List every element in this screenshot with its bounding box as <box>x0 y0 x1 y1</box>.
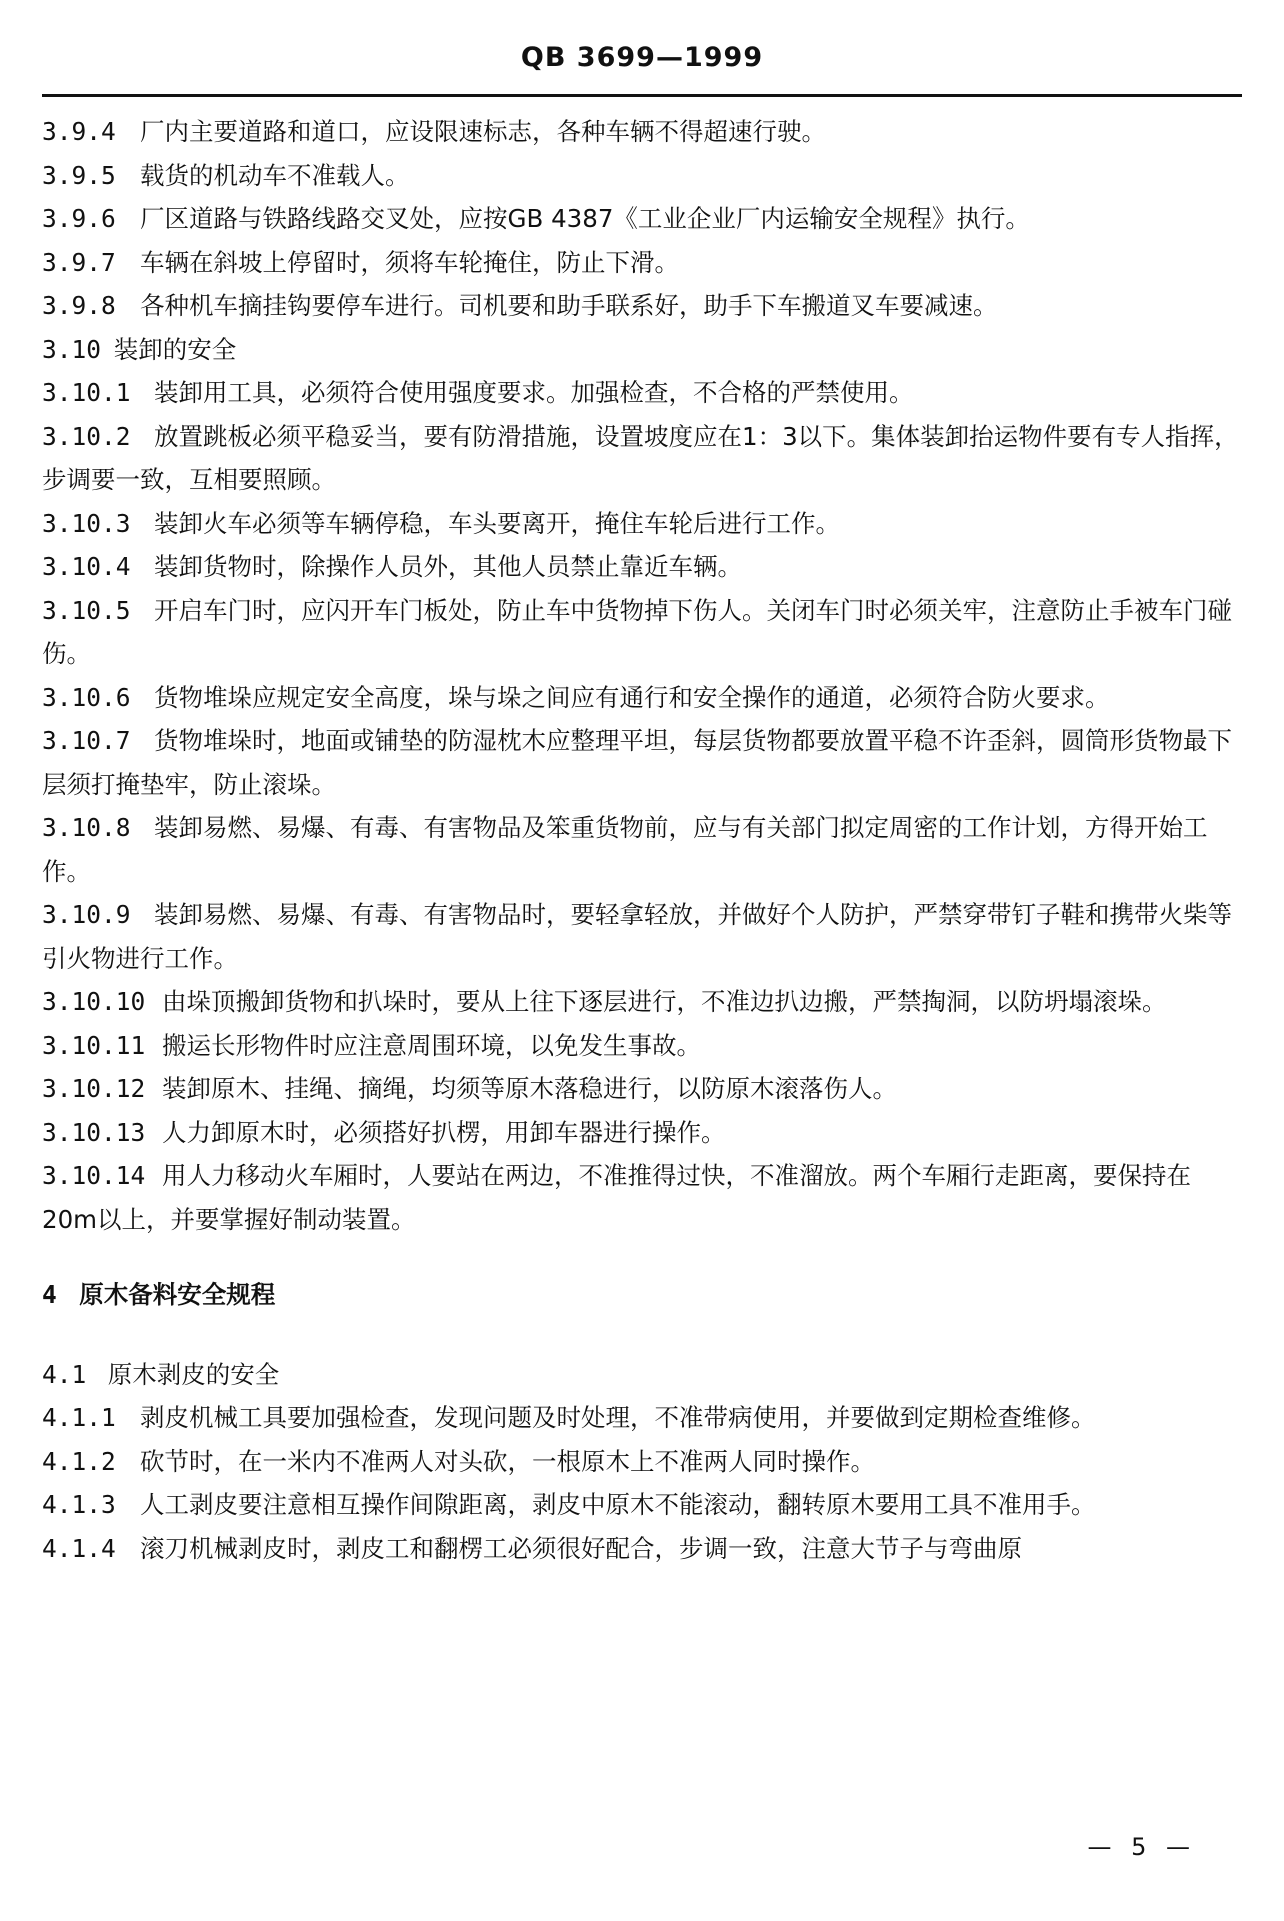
clause <box>42 371 1242 415</box>
clause-text: 厂内主要道路和道口，应设限速标志，各种车辆不得超速行驶。 <box>140 117 826 146</box>
chapter-title: 原木备料安全规程 <box>79 1280 276 1309</box>
clause <box>42 241 1242 285</box>
clause-text: 装卸用工具，必须符合使用强度要求。加强检查，不合格的严禁使用。 <box>154 378 914 407</box>
clause-number: 3.10.14 <box>42 1161 146 1190</box>
clause-text: 装卸原木、挂绳、摘绳，均须等原木落稳进行，以防原木滚落伤人。 <box>162 1074 897 1103</box>
section-title: 装卸的安全 <box>113 334 237 364</box>
clause-number: 3.10.13 <box>42 1117 146 1147</box>
clause <box>42 719 1242 806</box>
clause-text: 搬运长形物件时应注意周围环境，以免发生事故。 <box>162 1030 701 1060</box>
clause <box>42 676 1242 720</box>
clause <box>42 806 1242 893</box>
clause-text: 装卸火车必须等车辆停稳，车头要离开，掩住车轮后进行工作。 <box>154 508 840 538</box>
section-number: 3.10 <box>42 334 102 364</box>
section-heading-3-10 <box>42 328 1242 372</box>
clause <box>42 545 1242 589</box>
clause-number: 3.10.7 <box>42 726 131 755</box>
clause-number: 3.10.4 <box>42 552 131 581</box>
clauses-3-9 <box>42 110 1242 328</box>
clause-text: 剥皮机械工具要加强检查，发现问题及时处理，不准带病使用，并要做到定期检查维修。 <box>140 1403 1096 1432</box>
clause-text: 由垛顶搬卸货物和扒垛时，要从上往下逐层进行，不准边扒边搬，严禁掏洞，以防坍塌滚垛。 <box>162 987 1167 1016</box>
clause-number: 3.10.1 <box>42 378 131 407</box>
clause <box>42 1024 1242 1068</box>
clause-text: 货物堆垛时，地面或铺垫的防湿枕木应整理平坦，每层货物都要放置平稳不许歪斜，圆筒形货物最下层须打掩垫牢，防止滚垛。 <box>42 726 1232 799</box>
clause <box>42 1483 1242 1527</box>
clause <box>42 502 1242 546</box>
clause <box>42 1111 1242 1155</box>
clause <box>42 284 1242 328</box>
clause-text: 用人力移动火车厢时，人要站在两边，不准推得过快，不准溜放。两个车厢行走距离，要保持在20m以上，并要掌握好制动装置。 <box>42 1161 1191 1234</box>
clause-number: 3.10.3 <box>42 508 131 538</box>
clause-number: 3.10.5 <box>42 595 131 625</box>
clause-text: 载货的机动车不准载人。 <box>140 160 410 190</box>
chapter-number: 4 <box>42 1280 57 1309</box>
section-heading-4-1 <box>42 1353 1242 1397</box>
clause-number: 3.10.10 <box>42 987 146 1016</box>
clause-number: 3.10.9 <box>42 900 131 929</box>
clause-number: 4.1.4 <box>42 1533 116 1563</box>
clause-number: 3.9.4 <box>42 117 116 146</box>
clause <box>42 1527 1242 1571</box>
clause-number: 3.10.8 <box>42 813 131 842</box>
section-number: 4.1 <box>42 1359 87 1389</box>
clause <box>42 980 1242 1024</box>
clause-text: 滚刀机械剥皮时，剥皮工和翻楞工必须很好配合，步调一致，注意大节子与弯曲原 <box>140 1533 1022 1563</box>
clause <box>42 415 1242 502</box>
clause <box>42 154 1242 198</box>
clause-text: 各种机车摘挂钩要停车进行。司机要和助手联系好，助手下车搬道叉车要减速。 <box>140 291 998 320</box>
clause-text: 车辆在斜坡上停留时，须将车轮掩住，防止下滑。 <box>140 247 679 277</box>
clause <box>42 1440 1242 1484</box>
clause <box>42 1067 1242 1111</box>
clause-number: 3.9.7 <box>42 247 116 277</box>
clause-text: 装卸货物时，除操作人员外，其他人员禁止靠近车辆。 <box>154 552 742 581</box>
clause <box>42 1154 1242 1241</box>
clause-number: 3.10.11 <box>42 1030 146 1060</box>
clauses-3-10 <box>42 371 1242 1241</box>
clause-number: 4.1.3 <box>42 1490 116 1519</box>
clause <box>42 1396 1242 1440</box>
clause-text: 货物堆垛应规定安全高度，垛与垛之间应有通行和安全操作的通道，必须符合防火要求。 <box>154 682 1110 712</box>
chapter-heading-4 <box>42 1273 1242 1317</box>
clause-text: 开启车门时，应闪开车门板处，防止车中货物掉下伤人。关闭车门时必须关牢，注意防止手被车门碰伤。 <box>42 595 1232 668</box>
clause <box>42 893 1242 980</box>
clause <box>42 589 1242 676</box>
page-number: — 5 — <box>1087 1833 1196 1861</box>
clause-number: 3.10.6 <box>42 682 131 712</box>
header-rule <box>42 94 1242 97</box>
clause <box>42 197 1242 241</box>
clause-number: 4.1.2 <box>42 1446 116 1476</box>
clause <box>42 110 1242 154</box>
clause-text: 放置跳板必须平稳妥当，要有防滑措施，设置坡度应在1：3以下。集体装卸抬运物件要有专人指挥，步调要一致，互相要照顾。 <box>42 421 1239 494</box>
clause-number: 3.10.12 <box>42 1074 146 1103</box>
clause-text: 砍节时，在一米内不准两人对头砍，一根原木上不准两人同时操作。 <box>140 1446 875 1476</box>
clause-number: 4.1.1 <box>42 1403 116 1432</box>
clause-text: 人力卸原木时，必须搭好扒楞，用卸车器进行操作。 <box>162 1117 726 1147</box>
clause-number: 3.9.5 <box>42 160 116 190</box>
document-code-header: QB 3699—1999 <box>520 42 764 73</box>
clauses-4-1 <box>42 1396 1242 1570</box>
clause-text: 装卸易燃、易爆、有毒、有害物品及笨重货物前，应与有关部门拟定周密的工作计划，方得开始工作。 <box>42 813 1208 886</box>
document-body <box>42 110 1242 1570</box>
section-title: 原木剥皮的安全 <box>107 1359 280 1389</box>
clause-number: 3.9.6 <box>42 204 116 233</box>
clause-text: 装卸易燃、易爆、有毒、有害物品时，要轻拿轻放，并做好个人防护，严禁穿带钉子鞋和携带火柴等引火物进行工作。 <box>42 900 1232 973</box>
clause-text: 人工剥皮要注意相互操作间隙距离，剥皮中原木不能滚动，翻转原木要用工具不准用手。 <box>140 1490 1096 1519</box>
clause-text: 厂区道路与铁路线路交叉处，应按GB 4387《工业企业厂内运输安全规程》执行。 <box>140 204 1030 233</box>
clause-number: 3.10.2 <box>42 421 131 451</box>
clause-number: 3.9.8 <box>42 291 116 320</box>
